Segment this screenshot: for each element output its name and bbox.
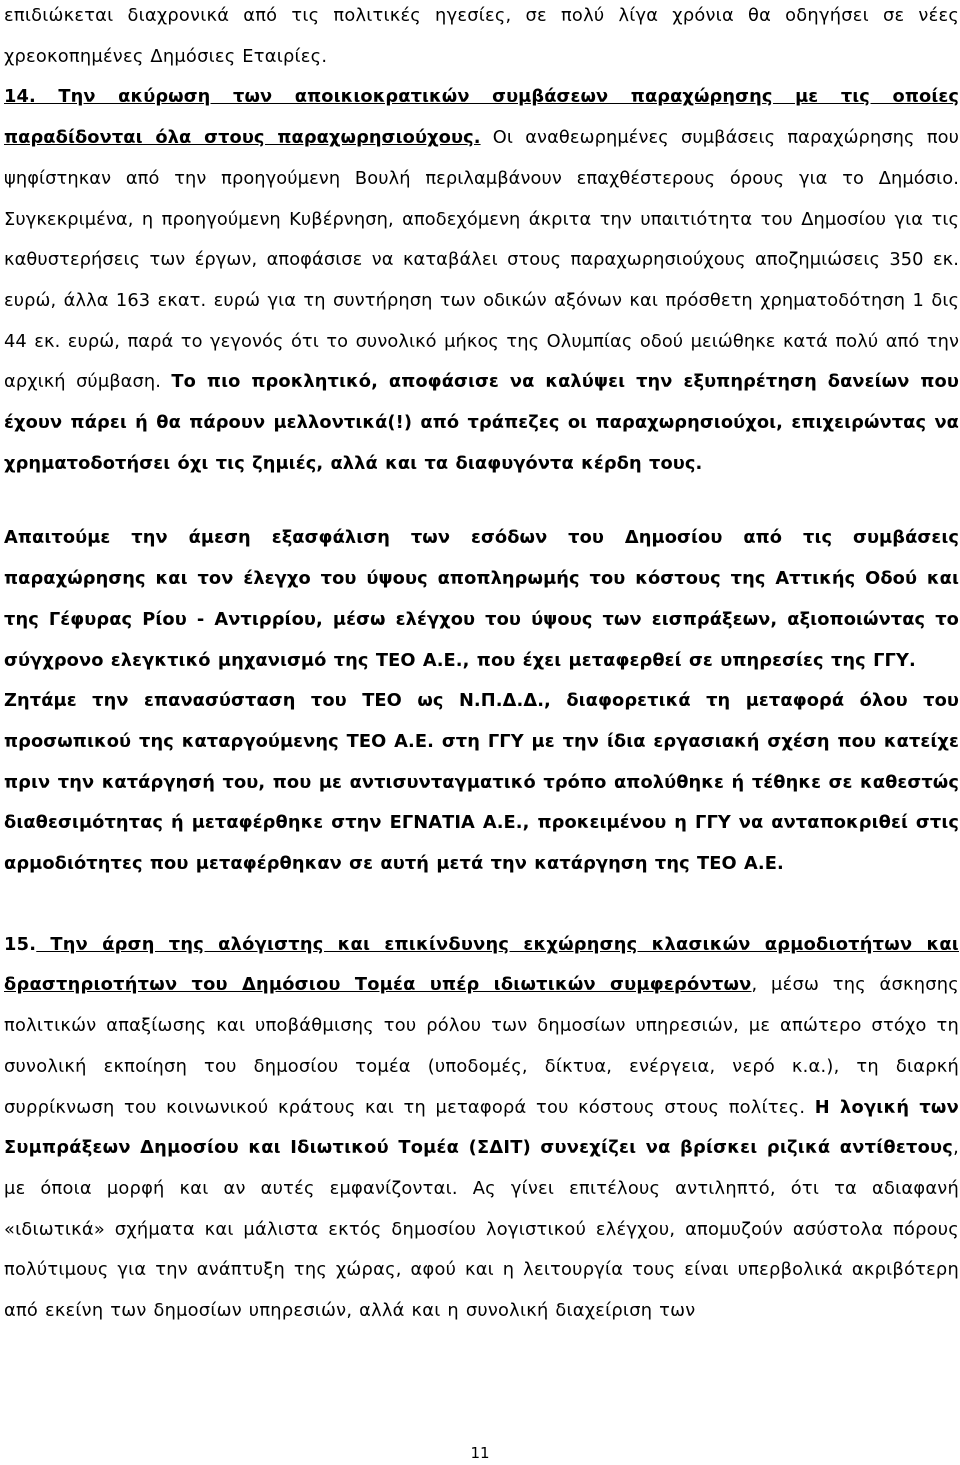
paragraph-15-body-1: , μέσω της άσκησης πολιτικών απαξίωσης και υποβάθμισης του ρόλου των δημοσίων υπηρεσιών, με απώτερο στόχο τη συνολική εκποίηση του δημοσίου τομέα (υποδομές, δίκτυα, ενέργεια, νερό κ.α.), τη διαρκή συρρίκνωση του κοινωνικού κράτους και τη μεταφορά του κόστους στους πολίτες.: [4, 974, 959, 1118]
paragraph-demand-1-text: Απαιτούμε την άμεση εξασφάλιση των εσόδων του Δημοσίου από τις συμβάσεις παραχώρησης και τον έλεγχο του ύψους αποπληρωμής του κόστους της Αττικής Οδού και της Γέφυρας Ρίου - Αντιρρίου, μέσω ελέγχου του ύψους των εισπράξεων, αξιοποιώντας το σύγχρονο ελεγκτικό μηχανισμό της ΤΕΟ Α.Ε., που έχει μεταφερθεί σε υπηρεσίες της ΓΓΥ.: [4, 527, 959, 671]
paragraph-demand-2-text: Ζητάμε την επανασύσταση του ΤΕΟ ως Ν.Π.Δ.Δ., διαφορετικά τη μεταφορά όλου του προσωπικού της καταργούμενης ΤΕΟ Α.Ε. στη ΓΓΥ με την ίδια εργασιακή σχέση που κατείχε πριν την κατάργησή του, που με αντισυνταγματικό τρόπο απολύθηκε ή τέθηκε σε καθεστώς διαθεσιμότητας ή μεταφέρθηκε στην ΕΓΝΑΤΙΑ Α.Ε., προκειμένου η ΓΓΥ να ανταποκριθεί στις αρμοδιότητες που μεταφέρθηκαν σε αυτή μετά την κατάργηση της ΤΕΟ Α.Ε.: [4, 690, 959, 875]
page-number: 11: [470, 1444, 490, 1462]
paragraph-14-heading: 14. Την ακύρωση των αποικιοκρατικών συμβάσεων παραχώρησης με τις οποίες παραδίδονται όλα στους παραχωρησιούχους.: [4, 86, 959, 149]
paragraph-15-bold: Η λογική των Συμπράξεων Δημοσίου και Ιδιωτικού Τομέα (ΣΔΙΤ) συνεχίζει να βρίσκει ριζικά αντίθετους: [4, 1096, 959, 1159]
paragraph-spacer: [4, 885, 959, 925]
paragraph-14: [4, 77, 959, 484]
paragraph-15: [4, 925, 959, 1332]
paragraph-15-number: 15.: [4, 933, 37, 955]
paragraph-14-bold: Το πιο προκλητικό, αποφάσισε να καλύψει την εξυπηρέτηση δανείων που έχουν πάρει ή θα πάρουν μελλοντικά(!) από τράπεζες οι παραχωρησιούχοι, επιχειρώντας να χρηματοδοτήσει όχι τις ζημιές, αλλά και τα διαφυγόντα κέρδη τους.: [4, 371, 959, 474]
paragraph-demand-2: [4, 681, 959, 885]
paragraph-14-body: Οι αναθεωρημένες συμβάσεις παραχώρησης που ψηφίστηκαν από την προηγούμενη Βουλή περιλαμβάνουν επαχθέστερους όρους για το Δημόσιο. Συγκεκριμένα, η προηγούμενη Κυβέρνηση, αποδεχόμενη άκριτα την υπαιτιότητα του Δημοσίου για τις καθυστερήσεις των έργων, αποφάσισε να καταβάλει στους παραχωρησιούχους αποζημιώσεις 350 εκ. ευρώ, άλλα 163 εκατ. ευρώ για τη συντήρηση των οδικών αξόνων και πρόσθετη χρηματοδότηση 1 δις 44 εκ. ευρώ, παρά το γεγονός ότι το συνολικό μήκος της Ολυμπίας οδού μειώθηκε κατά πολύ από την αρχική σύμβαση.: [4, 127, 959, 393]
paragraph-intro: επιδιώκεται διαχρονικά από τις πολιτικές ηγεσίες, σε πολύ λίγα χρόνια θα οδηγήσει σε νέες χρεοκοπημένες Δημόσιες Εταιρίες.: [4, 5, 959, 67]
paragraph-demand-1: [4, 518, 959, 681]
paragraph-15-body-2: , με όποια μορφή και αν αυτές εμφανίζονται. Ας γίνει επιτέλους αντιληπτό, ότι τα αδιαφανή «ιδιωτικά» σχήματα και μάλιστα εκτός δημοσίου λογιστικού ελέγχου, απομυζούν ασύστολα πόρους πολύτιμους για την ανάπτυξη της χώρας, αφού και η λειτουργία τους είναι υπερβολικά ακριβότερη από εκείνη των δημοσίων υπηρεσιών, αλλά και η συνολική διαχείριση των: [4, 1137, 959, 1322]
paragraph-spacer: [4, 484, 959, 518]
paragraph-15-heading: Την άρση της αλόγιστης και επικίνδυνης εκχώρησης κλασικών αρμοδιοτήτων και δραστηριοτήτων του Δημόσιου Τομέα υπέρ ιδιωτικών συμφερόντων: [4, 933, 959, 996]
